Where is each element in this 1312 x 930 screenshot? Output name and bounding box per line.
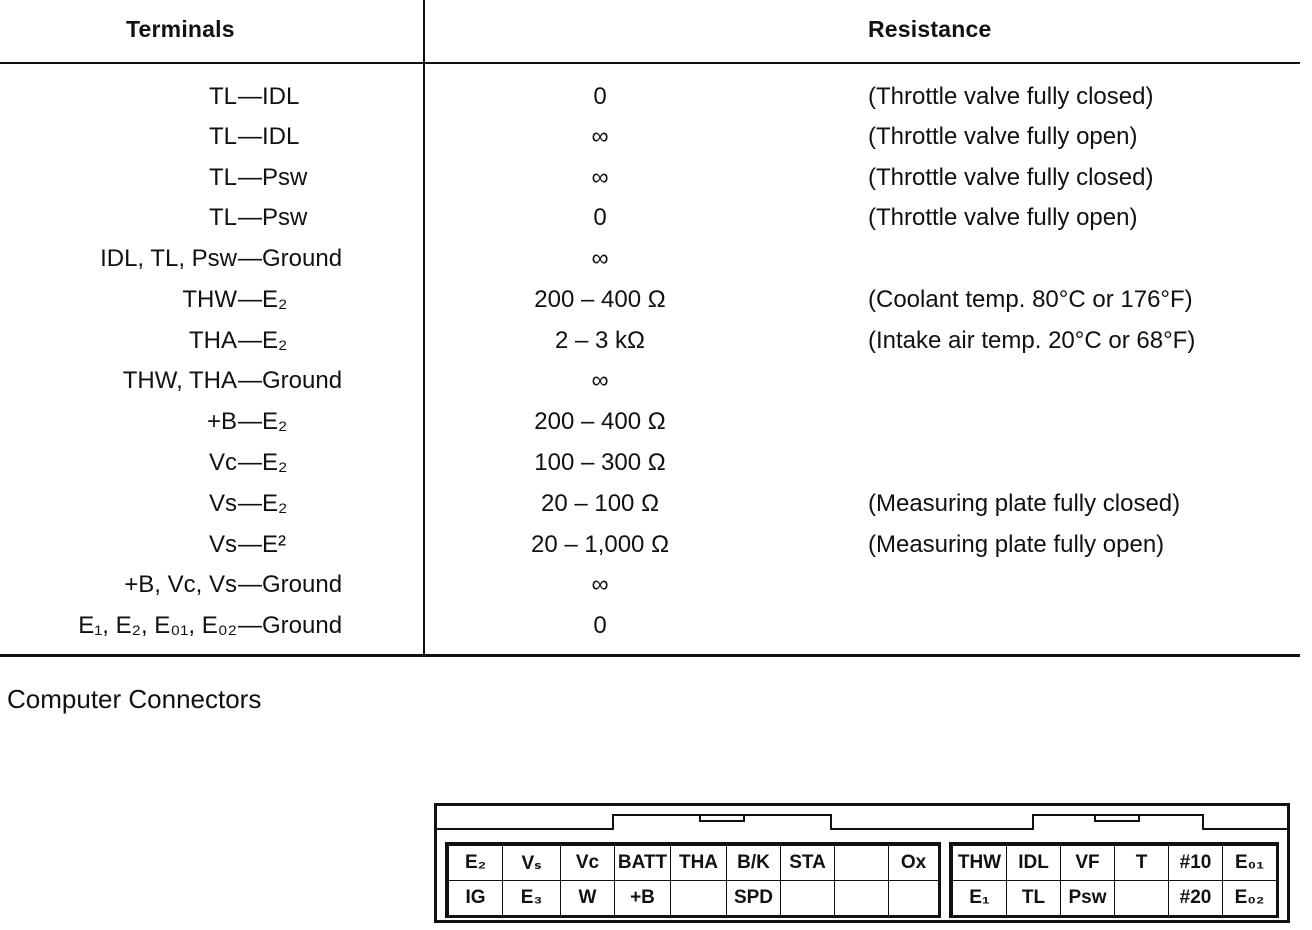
table-row <box>0 77 1312 117</box>
pin-BATT: BATT <box>615 846 671 881</box>
pin-THA: THA <box>671 846 727 881</box>
table-bottom-rule <box>0 654 1300 657</box>
pin-Ox: Ox <box>889 846 939 881</box>
resistance-value: 0 <box>593 612 607 639</box>
resistance-value: 20 – 100 Ω <box>540 490 660 517</box>
terminal-from: TL <box>208 204 237 231</box>
table-row <box>0 443 1312 483</box>
condition-note: (Throttle valve fully closed) <box>868 164 1154 191</box>
table-row <box>0 606 1312 646</box>
pin-VF: VF <box>1061 846 1115 881</box>
pin-W: W <box>561 881 615 916</box>
terminal-to: —IDL <box>238 83 300 110</box>
section-title: Computer Connectors <box>7 684 262 714</box>
resistance-value: 0 <box>593 204 607 231</box>
table-row <box>0 525 1312 565</box>
resistance-value: ∞ <box>591 164 609 191</box>
pin-empty <box>671 881 727 916</box>
terminal-to: —E₂ <box>238 449 288 476</box>
resistance-value: ∞ <box>591 245 609 272</box>
terminal-to: —E₂ <box>238 286 288 313</box>
terminal-to: —IDL <box>238 123 300 150</box>
connector-right-latch <box>1032 814 1204 830</box>
table-row <box>0 484 1312 524</box>
terminal-to: —E₂ <box>238 408 288 435</box>
pin-10: #10 <box>1169 846 1223 881</box>
resistance-value: 0 <box>593 83 607 110</box>
pin-T: T <box>1115 846 1169 881</box>
pin-plusB: +B <box>615 881 671 916</box>
terminal-from: Vs <box>208 531 237 558</box>
pin-empty <box>835 881 889 916</box>
terminal-from: +B <box>206 408 237 435</box>
pin-E1: E₁ <box>953 881 1007 916</box>
pin-BK: B/K <box>727 846 781 881</box>
connector-left-block <box>445 842 941 918</box>
terminal-to: —E² <box>238 531 286 558</box>
resistance-value: 2 – 3 kΩ <box>555 327 645 354</box>
terminal-from: THW <box>182 286 237 313</box>
terminal-from: +B, Vc, Vs <box>124 571 237 598</box>
pin-empty <box>889 881 939 916</box>
pin-STA: STA <box>781 846 835 881</box>
resistance-value: ∞ <box>591 367 609 394</box>
header-rule <box>0 62 1300 64</box>
terminal-from: E₁, E₂, E₀₁, E₀₂ <box>78 612 237 639</box>
resistance-value: 100 – 300 Ω <box>534 449 666 476</box>
resistance-value: 20 – 1,000 Ω <box>530 531 670 558</box>
terminal-to: —Psw <box>238 164 308 191</box>
terminal-from: IDL, TL, Psw <box>100 245 237 272</box>
terminal-to: —E₂ <box>238 490 288 517</box>
terminal-from: THW, THA <box>122 367 237 394</box>
table-row <box>0 321 1312 361</box>
pin-IDL: IDL <box>1007 846 1061 881</box>
header-resistance: Resistance <box>868 16 992 42</box>
table-row <box>0 239 1312 279</box>
connector-left-latch <box>612 814 832 830</box>
terminal-to: —Ground <box>238 612 343 639</box>
terminal-to: —E₂ <box>238 327 288 354</box>
pin-E3: E₃ <box>503 881 561 916</box>
terminal-from: THA <box>189 327 237 354</box>
pin-E02: E₀₂ <box>1223 881 1277 916</box>
resistance-value: 200 – 400 Ω <box>534 286 666 313</box>
resistance-value: ∞ <box>591 571 609 598</box>
table-row <box>0 198 1312 238</box>
terminal-from: TL <box>208 123 237 150</box>
terminal-from: Vs <box>208 490 237 517</box>
condition-note: (Measuring plate fully open) <box>868 531 1165 558</box>
terminal-to: —Ground <box>238 571 343 598</box>
pin-Vs: Vₛ <box>503 846 561 881</box>
pin-IG: IG <box>449 881 503 916</box>
table-row <box>0 117 1312 157</box>
pin-empty <box>835 846 889 881</box>
resistance-value: 200 – 400 Ω <box>534 408 666 435</box>
condition-note: (Coolant temp. 80°C or 176°F) <box>868 286 1193 313</box>
resistance-value: ∞ <box>591 123 609 150</box>
terminal-to: —Psw <box>238 204 308 231</box>
pin-E01: E₀₁ <box>1223 846 1277 881</box>
pin-E2: E₂ <box>449 846 503 881</box>
connector-left-grid <box>448 845 939 916</box>
connector-right-block <box>949 842 1279 918</box>
terminal-to: —Ground <box>238 245 343 272</box>
table-row <box>0 280 1312 320</box>
terminal-to: —Ground <box>238 367 343 394</box>
computer-connector-diagram <box>434 803 1290 923</box>
terminal-from: TL <box>208 83 237 110</box>
condition-note: (Throttle valve fully closed) <box>868 83 1154 110</box>
condition-note: (Throttle valve fully open) <box>868 204 1138 231</box>
pin-20: #20 <box>1169 881 1223 916</box>
connector-right-grid <box>952 845 1277 916</box>
terminal-from: TL <box>208 164 237 191</box>
connector-left-key <box>699 814 745 822</box>
connector-right-key <box>1094 814 1140 822</box>
table-row <box>0 361 1312 401</box>
condition-note: (Throttle valve fully open) <box>868 123 1138 150</box>
pin-TL: TL <box>1007 881 1061 916</box>
terminal-from: Vc <box>208 449 237 476</box>
pin-THW: THW <box>953 846 1007 881</box>
pin-Vc: Vc <box>561 846 615 881</box>
pin-SPD: SPD <box>727 881 781 916</box>
table-row <box>0 402 1312 442</box>
header-terminals: Terminals <box>126 16 235 42</box>
table-row <box>0 158 1312 198</box>
condition-note: (Measuring plate fully closed) <box>868 490 1181 517</box>
pin-Psw: Psw <box>1061 881 1115 916</box>
pin-empty <box>1115 881 1169 916</box>
pin-empty <box>781 881 835 916</box>
condition-note: (Intake air temp. 20°C or 68°F) <box>868 327 1196 354</box>
table-row <box>0 565 1312 605</box>
